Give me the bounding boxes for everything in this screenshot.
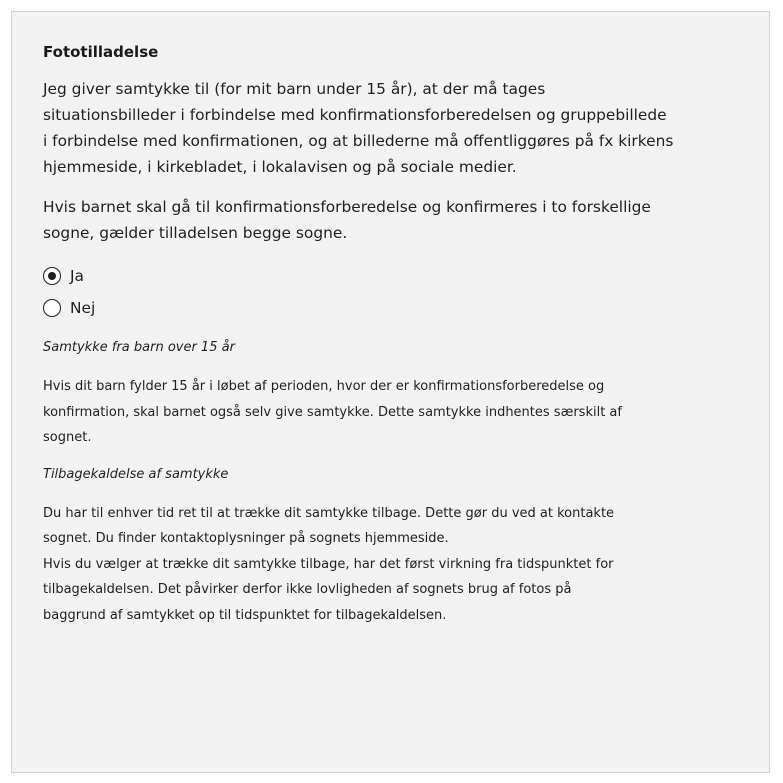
child-consent-line: Hvis dit barn fylder 15 år i løbet af perioden, hvor der er konfirmationsforberedelse og [43,379,605,394]
radio-label-ja[interactable]: Ja [70,267,84,285]
radio-selected-dot [48,272,56,280]
withdrawal-line: sognet. Du finder kontaktoplysninger på sognets hjemmeside. [43,531,449,546]
radio-button-nej[interactable] [43,299,61,317]
child-consent-line: konfirmation, skal barnet også selv give samtykke. Dette samtykke indhentes særskilt af [43,404,622,420]
consent-paragraph-line: Jeg giver samtykke til (for mit barn under 15 år), at der må tages [43,80,546,98]
radio-option-ja[interactable] [43,260,737,292]
withdrawal-line: Du har til enhver tid ret til at trække dit samtykke tilbage. Dette gør du ved at kontakte [43,505,615,521]
withdrawal-line: Hvis du vælger at trække dit samtykke tilbage, har det først virkning fra tidspunktet for [43,556,614,572]
child-consent-heading: Samtykke fra barn over 15 år [43,340,235,355]
parish-paragraph [43,194,737,246]
withdrawal-text [43,501,737,629]
child-consent-text [43,374,737,451]
child-consent-line: sognet. [43,430,92,445]
radio-option-nej[interactable] [43,292,737,324]
consent-paragraph-line: hjemmeside, i kirkebladet, i lokalavisen og på sociale medier. [43,158,517,176]
consent-paragraph-line: situationsbilleder i forbindelse med konfirmationsforberedelsen og gruppebillede [43,106,667,124]
consent-radio-group [43,260,737,324]
withdrawal-line: baggrund af samtykket op til tidspunktet for tilbagekaldelsen. [43,607,447,623]
consent-paragraph [43,76,737,180]
parish-paragraph-line: sogne, gælder tilladelsen begge sogne. [43,224,348,242]
withdrawal-line: tilbagekaldelsen. Det påvirker derfor ikke lovligheden af sognets brug af fotos på [43,582,572,597]
radio-label-nej[interactable]: Nej [70,299,96,317]
photo-consent-panel [11,11,770,773]
parish-paragraph-line: Hvis barnet skal gå til konfirmationsforberedelse og konfirmeres i to forskellige [43,198,651,216]
radio-button-ja[interactable] [43,267,61,285]
withdrawal-heading: Tilbagekaldelse af samtykke [43,466,229,482]
consent-title: Fototilladelse [43,43,159,61]
consent-paragraph-line: i forbindelse med konfirmationen, og at billederne må offentliggøres på fx kirkens [43,132,674,150]
